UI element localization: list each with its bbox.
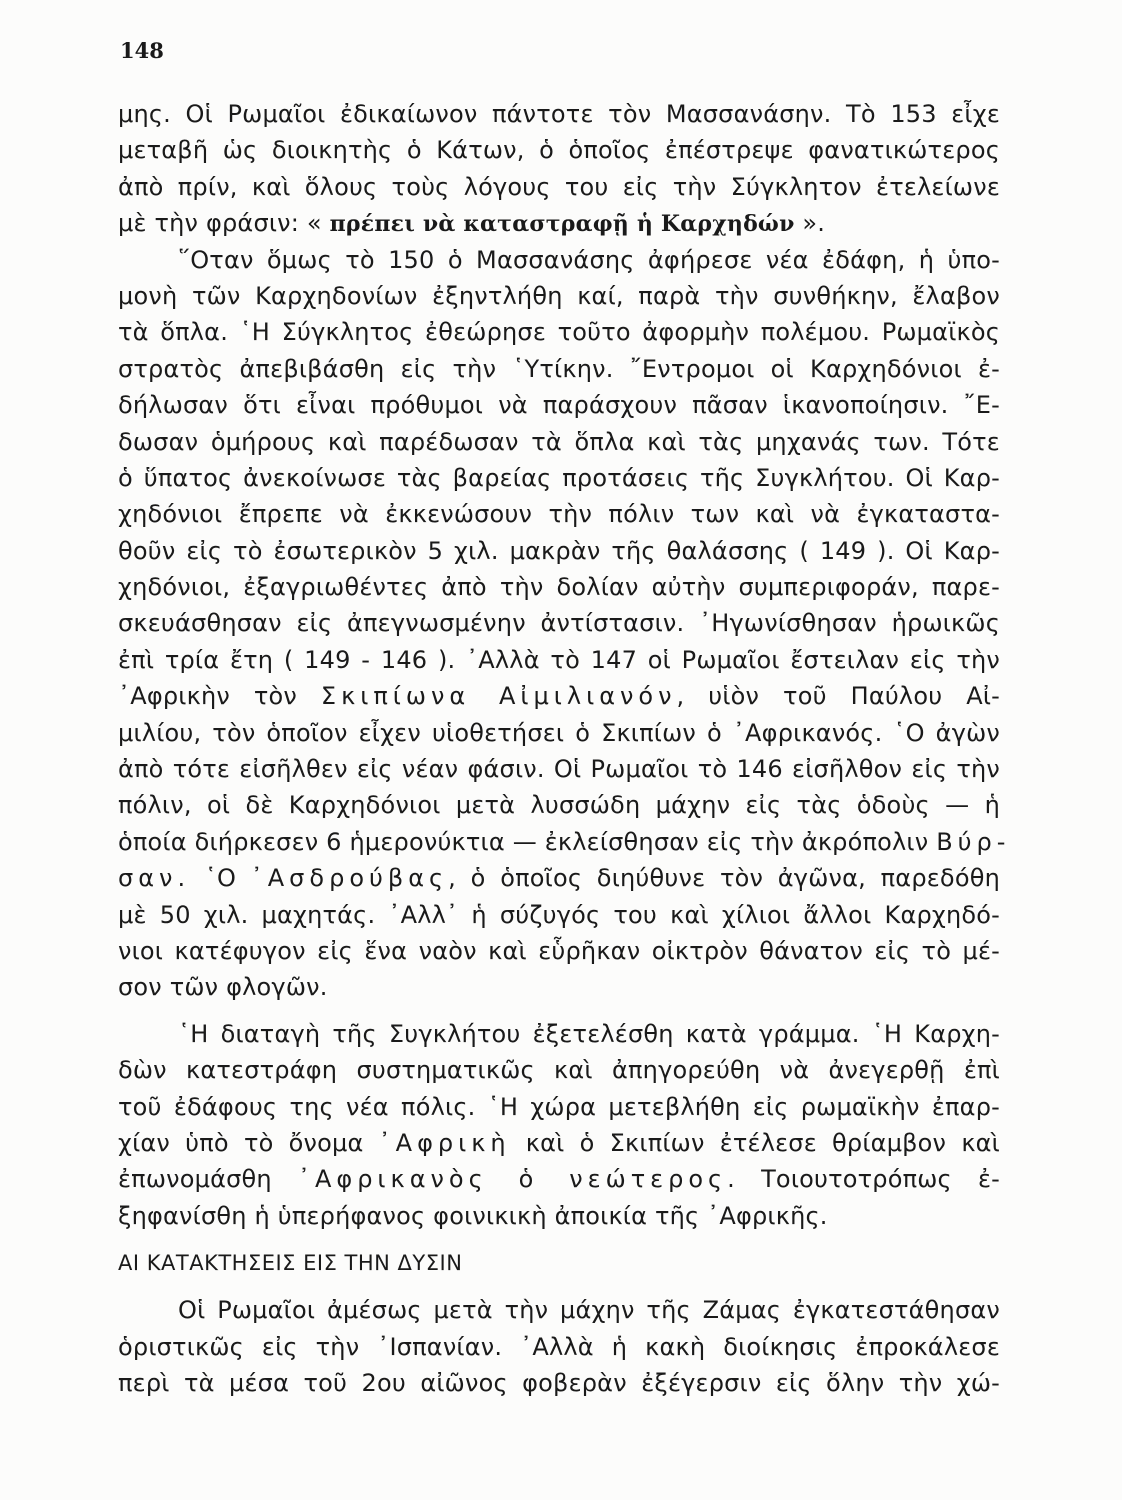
text-span: ῾Ο: [190, 864, 251, 893]
paragraph-4: [118, 1292, 1000, 1401]
text-line: τὰ ὅπλα. ῾Η Σύγκλητος ἐθεώρησε τοῦτο ἀφορμὴν πολέμου. Ρωμαϊκὸς: [118, 318, 1000, 347]
paragraph-gap: [118, 1282, 1000, 1292]
spaced-name: ᾿Ασδρούβας: [250, 864, 449, 893]
text-line: ῾Η διαταγὴ τῆς Συγκλήτου ἐξετελέσθη κατὰ γράμμα. ῾Η Καρχη-: [178, 1019, 1000, 1048]
text-line: μης. Οἱ Ρωμαῖοι ἐδικαίωνον πάντοτε τὸν Μασσανάσην. Τὸ 153 εἶχε: [118, 100, 1000, 128]
text-line: μονὴ τῶν Καρχηδονίων ἐξηντλήθη καί, παρὰ τὴν συνθήκην, ἔλαβον: [118, 281, 1000, 310]
text-line: ῞Οταν ὅμως τὸ 150 ὁ Μασσανάσης ἀφήρεσε νέα ἐδάφη, ἡ ὑπο-: [178, 245, 1000, 274]
text-span: χίαν ὑπὸ τὸ ὄνομα: [118, 1128, 379, 1157]
text-span: , υἱὸν τοῦ Παύλου Αἰ-: [676, 682, 1001, 711]
text-line: στρατὸς ἀπεβιβάσθη εἰς τὴν ῾Υτίκην. ῎Εντρομοι οἱ Καρχηδόνιοι ἐ-: [118, 354, 1000, 383]
text-span: ».: [794, 209, 826, 238]
text-span: ἐπωνομάσθη: [118, 1165, 298, 1194]
text-line: δὼν κατεστράφη συστηματικῶς καὶ ἀπηγορεύθη νὰ ἀνεγερθῇ ἐπὶ: [118, 1056, 1000, 1085]
text-span: καὶ ὁ Σκιπίων ἐτέλεσε θρίαμβον καὶ: [510, 1128, 1001, 1157]
text-line: χηδόνιοι, ἐξαγριωθέντες ἀπὸ τὴν δολίαν αὐτὴν συμπεριφοράν, παρε-: [118, 573, 1000, 602]
text-line: δήλωσαν ὅτι εἶναι πρόθυμοι νὰ παράσχουν πᾶσαν ἱκανοποίησιν. ῎Ε-: [118, 391, 1000, 420]
text-line: ἀπὸ πρίν, καὶ ὅλους τοὺς λόγους του εἰς τὴν Σύγκλητον ἐτελείωνε: [118, 172, 1000, 201]
text-line: τοῦ ἐδάφους της νέα πόλις. ῾Η χώρα μετεβλήθη εἰς ρωμαϊκὴν ἐπαρ-: [118, 1092, 1000, 1121]
text-line: ἀπὸ τότε εἰσῆλθεν εἰς νέαν φάσιν. Οἱ Ρωμαῖοι τὸ 146 εἰσῆλθον εἰς τὴν: [118, 755, 1000, 784]
text-line: πόλιν, οἱ δὲ Καρχηδόνιοι μετὰ λυσσώδη μάχην εἰς τὰς ὁδοὺς — ἡ: [118, 791, 1000, 820]
section-heading: ΑΙ ΚΑΤΑΚΤΗΣΕΙΣ ΕΙΣ ΤΗΝ ΔΥΣΙΝ: [118, 1251, 463, 1276]
page-number: 148: [120, 38, 164, 63]
text-line: μὲ 50 χιλ. μαχητάς. ᾿Αλλ᾿ ἡ σύζυγός του καὶ χίλιοι ἄλλοι Καρχηδό-: [118, 900, 1000, 929]
text-line: νιοι κατέφυγον εἰς ἕνα ναὸν καὶ εὗρῆκαν οἰκτρὸν θάνατον εἰς τὸ μέ-: [118, 936, 1000, 965]
paragraph-gap: [118, 1006, 1000, 1016]
quote-emphasis: πρέπει νὰ καταστραφῇ ἡ Καρχηδών: [329, 211, 795, 238]
text-line: δωσαν ὁμήρους καὶ παρέδωσαν τὰ ὅπλα καὶ τὰς μηχανάς των. Τότε: [118, 427, 1000, 456]
text-line: ὁ ὕπατος ἀνεκοίνωσε τὰς βαρείας προτάσεις τῆς Συγκλήτου. Οἱ Καρ-: [118, 463, 1000, 492]
text-line: [118, 1125, 1000, 1161]
text-span: μὲ τὴν φράσιν: «: [118, 209, 330, 238]
text-line: μεταβῆ ὡς διοικητὴς ὁ Κάτων, ὁ ὁποῖος ἐπέστρεψε φανατικώτερος: [118, 136, 1000, 165]
text-span: ὁποία διήρκεσεν 6 ἡμερονύκτια — ἐκλείσθησαν εἰς τὴν ἀκρόπολιν: [118, 827, 937, 856]
paragraph-3: [118, 1016, 1000, 1234]
text-line: ὁριστικῶς εἰς τὴν ᾿Ισπανίαν. ᾿Αλλὰ ἡ κακὴ διοίκησις ἐπροκάλεσε: [118, 1332, 1000, 1361]
text-line: σκευάσθησαν εἰς ἀπεγνωσμένην ἀντίστασιν. ᾿Ηγωνίσθησαν ἡρωικῶς: [118, 609, 1000, 638]
text-line: [118, 205, 1000, 241]
text-line: Οἱ Ρωμαῖοι ἀμέσως μετὰ τὴν μάχην τῆς Ζάμας ἐγκατεστάθησαν: [178, 1296, 1000, 1325]
paragraph-gap: [118, 1234, 1000, 1244]
spaced-name: ᾿Αφρικὴ: [378, 1128, 511, 1157]
spaced-name: Σκιπίωνα Αἰμιλιανόν: [320, 682, 677, 711]
text-line: ἐπὶ τρία ἔτη ( 149 - 146 ). ᾿Αλλὰ τὸ 147 οἱ Ρωμαῖοι ἔστειλαν εἰς τὴν: [118, 645, 1000, 674]
text-line: περὶ τὰ μέσα τοῦ 2ου αἰῶνος φοβερὰν ἐξέγερσιν εἰς ὅλην τὴν χώ-: [118, 1368, 1000, 1397]
text-span: ᾿Αφρικὴν τὸν: [118, 682, 321, 711]
text-span: , ὁ ὁποῖος διηύθυνε τὸν ἀγῶνα, παρεδόθη: [448, 864, 1000, 893]
paragraph-1: [118, 96, 1000, 242]
text-line: χηδόνιοι ἔπρεπε νὰ ἐκκενώσουν τὴν πόλιν των καὶ νὰ ἐγκαταστα-: [118, 500, 1000, 529]
text-line: [118, 860, 1000, 896]
text-line: [118, 824, 1011, 860]
text-span: . Τοιουτοτρόπως ἐ-: [727, 1165, 1000, 1194]
text-line: [118, 678, 1000, 714]
spaced-name: σαν.: [118, 864, 191, 893]
text-line: ξηφανίσθη ἡ ὑπερήφανος φοινικικὴ ἀποικία τῆς ᾿Αφρικῆς.: [118, 1201, 828, 1230]
text-line: [118, 1161, 1000, 1197]
text-line: σον τῶν φλογῶν.: [118, 973, 328, 1002]
text-line: μιλίου, τὸν ὁποῖον εἶχεν υἱοθετήσει ὁ Σκιπίων ὁ ᾿Αφρικανός. ῾Ο ἀγὼν: [118, 718, 1000, 747]
paragraph-2: [118, 242, 1011, 1006]
spaced-name: Βύρ-: [936, 827, 1011, 856]
spaced-name: ᾿Αφρικανὸς ὁ νεώτερος: [297, 1165, 728, 1194]
body-text: [118, 96, 1011, 1401]
text-line: θοῦν εἰς τὸ ἐσωτερικὸν 5 χιλ. μακρὰν τῆς θαλάσσης ( 149 ). Οἱ Καρ-: [118, 536, 1000, 565]
